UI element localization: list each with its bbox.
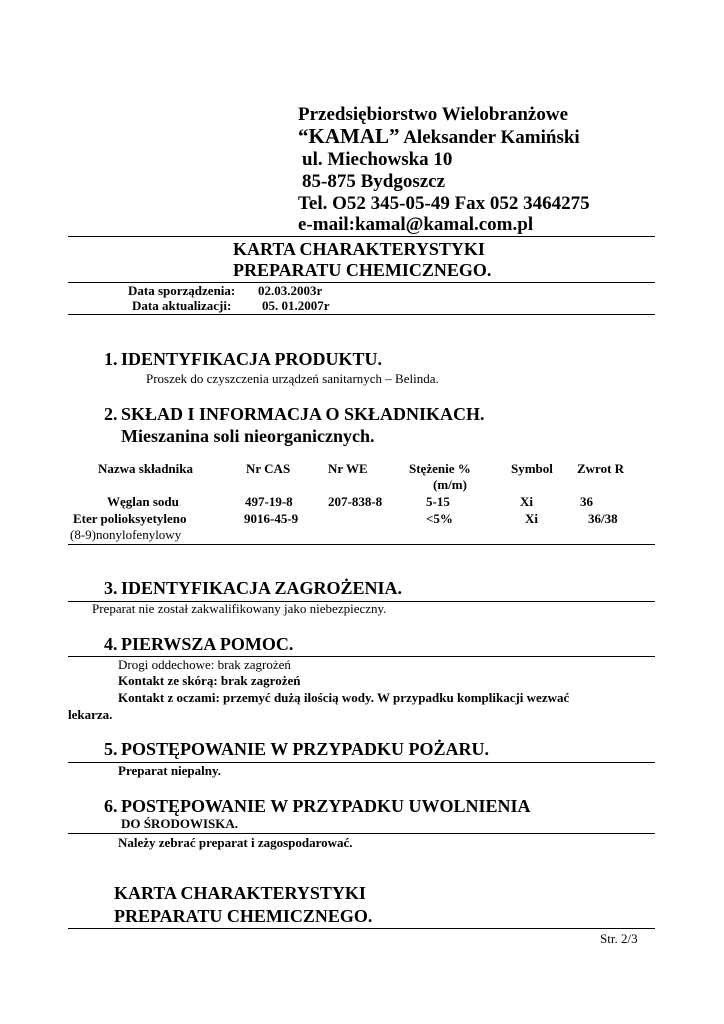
table-header-concentration: Stężenie %	[409, 461, 471, 476]
section-6-number: 6.	[104, 796, 118, 816]
company-name-line: Przedsiębiorstwo Wielobranżowe	[298, 104, 569, 125]
table-cell-r-phrase: 36	[580, 494, 593, 509]
section-4-line1: Drogi oddechowe: brak zagrożeń	[118, 657, 291, 672]
section-3-number: 3.	[104, 578, 118, 598]
table-cell-concentration: 5-15	[426, 494, 450, 509]
company-street: ul. Miechowska 10	[302, 149, 453, 170]
divider	[68, 928, 655, 929]
table-cell-symbol: Xi	[525, 511, 538, 526]
section-1-text: Proszek do czyszczenia urządzeń sanitarnych – Belinda.	[146, 371, 439, 386]
table-cell-symbol: Xi	[520, 494, 533, 509]
section-2-title: SKŁAD I INFORMACJA O SKŁADNIKACH.	[121, 404, 485, 424]
company-email: e-mail:kamal@kamal.com.pl	[298, 214, 534, 235]
table-header-name: Nazwa składnika	[98, 461, 193, 476]
divider	[68, 544, 655, 545]
table-header-r-phrase: Zwrot R	[577, 461, 625, 476]
table-cell-concentration: <5%	[426, 511, 453, 526]
section-5-title: POSTĘPOWANIE W PRZYPADKU POŻARU.	[121, 739, 490, 759]
section-6-title-continued: DO ŚRODOWISKA.	[121, 816, 239, 831]
section-4-line4: lekarza.	[68, 707, 113, 722]
company-brand-line	[298, 126, 580, 148]
updated-date-label: Data aktualizacji:	[132, 298, 232, 313]
company-owner: Aleksander Kamiński	[403, 127, 580, 148]
updated-date-value: 05. 01.2007r	[262, 298, 330, 313]
created-date-label: Data sporządzenia:	[128, 283, 236, 298]
divider	[68, 833, 655, 834]
company-brand: “KAMAL”	[298, 124, 400, 148]
section-1-title: IDENTYFIKACJA PRODUKTU.	[121, 349, 383, 369]
table-cell-we: 207-838-8	[328, 494, 383, 509]
table-header-we: Nr WE	[328, 461, 368, 476]
section-4-title: PIERWSZA POMOC.	[121, 634, 294, 654]
section-3-title: IDENTYFIKACJA ZAGROŻENIA.	[121, 578, 403, 598]
section-2-subtitle: Mieszanina soli nieorganicznych.	[121, 426, 375, 446]
section-3-text: Preparat nie został zakwalifikowany jako niebezpieczny.	[92, 601, 387, 616]
footer-title-line2: PREPARATU CHEMICZNEGO.	[114, 906, 373, 926]
section-4-line2: Kontakt ze skórą: brak zagrożeń	[118, 673, 301, 688]
divider	[68, 314, 655, 315]
section-6-text: Należy zebrać preparat i zagospodarować.	[118, 835, 353, 850]
section-2-number: 2.	[104, 404, 118, 424]
created-date-value: 02.03.2003r	[258, 283, 323, 298]
table-cell-name: Eter polioksyetyleno	[73, 511, 187, 526]
document-title-line1: KARTA CHARAKTERYSTYKI	[233, 239, 485, 259]
table-cell-cas: 497-19-8	[245, 494, 293, 509]
table-cell-name-continued: (8-9)nonylofenylowy	[70, 527, 182, 542]
section-4-number: 4.	[104, 634, 118, 654]
table-header-concentration-unit: (m/m)	[433, 477, 467, 492]
company-phone: Tel. O52 345-05-49 Fax 052 3464275	[298, 193, 590, 214]
table-header-cas: Nr CAS	[246, 461, 291, 476]
table-cell-cas: 9016-45-9	[244, 511, 299, 526]
footer-title-line1: KARTA CHARAKTERYSTYKI	[114, 883, 366, 903]
page-number: Str. 2/3	[600, 931, 638, 946]
company-city: 85-875 Bydgoszcz	[302, 171, 446, 192]
table-cell-r-phrase: 36/38	[588, 511, 618, 526]
section-1-number: 1.	[104, 349, 118, 369]
section-6-title: POSTĘPOWANIE W PRZYPADKU UWOLNIENIA	[121, 796, 531, 816]
table-header-symbol: Symbol	[511, 461, 553, 476]
divider	[68, 236, 655, 237]
section-5-text: Preparat niepalny.	[118, 763, 222, 778]
document-title-line2: PREPARATU CHEMICZNEGO.	[233, 260, 492, 280]
section-4-line3: Kontakt z oczami: przemyć dużą ilością wody. W przypadku komplikacji wezwać	[118, 690, 570, 705]
table-cell-name: Węglan sodu	[107, 494, 179, 509]
section-5-number: 5.	[104, 739, 118, 759]
